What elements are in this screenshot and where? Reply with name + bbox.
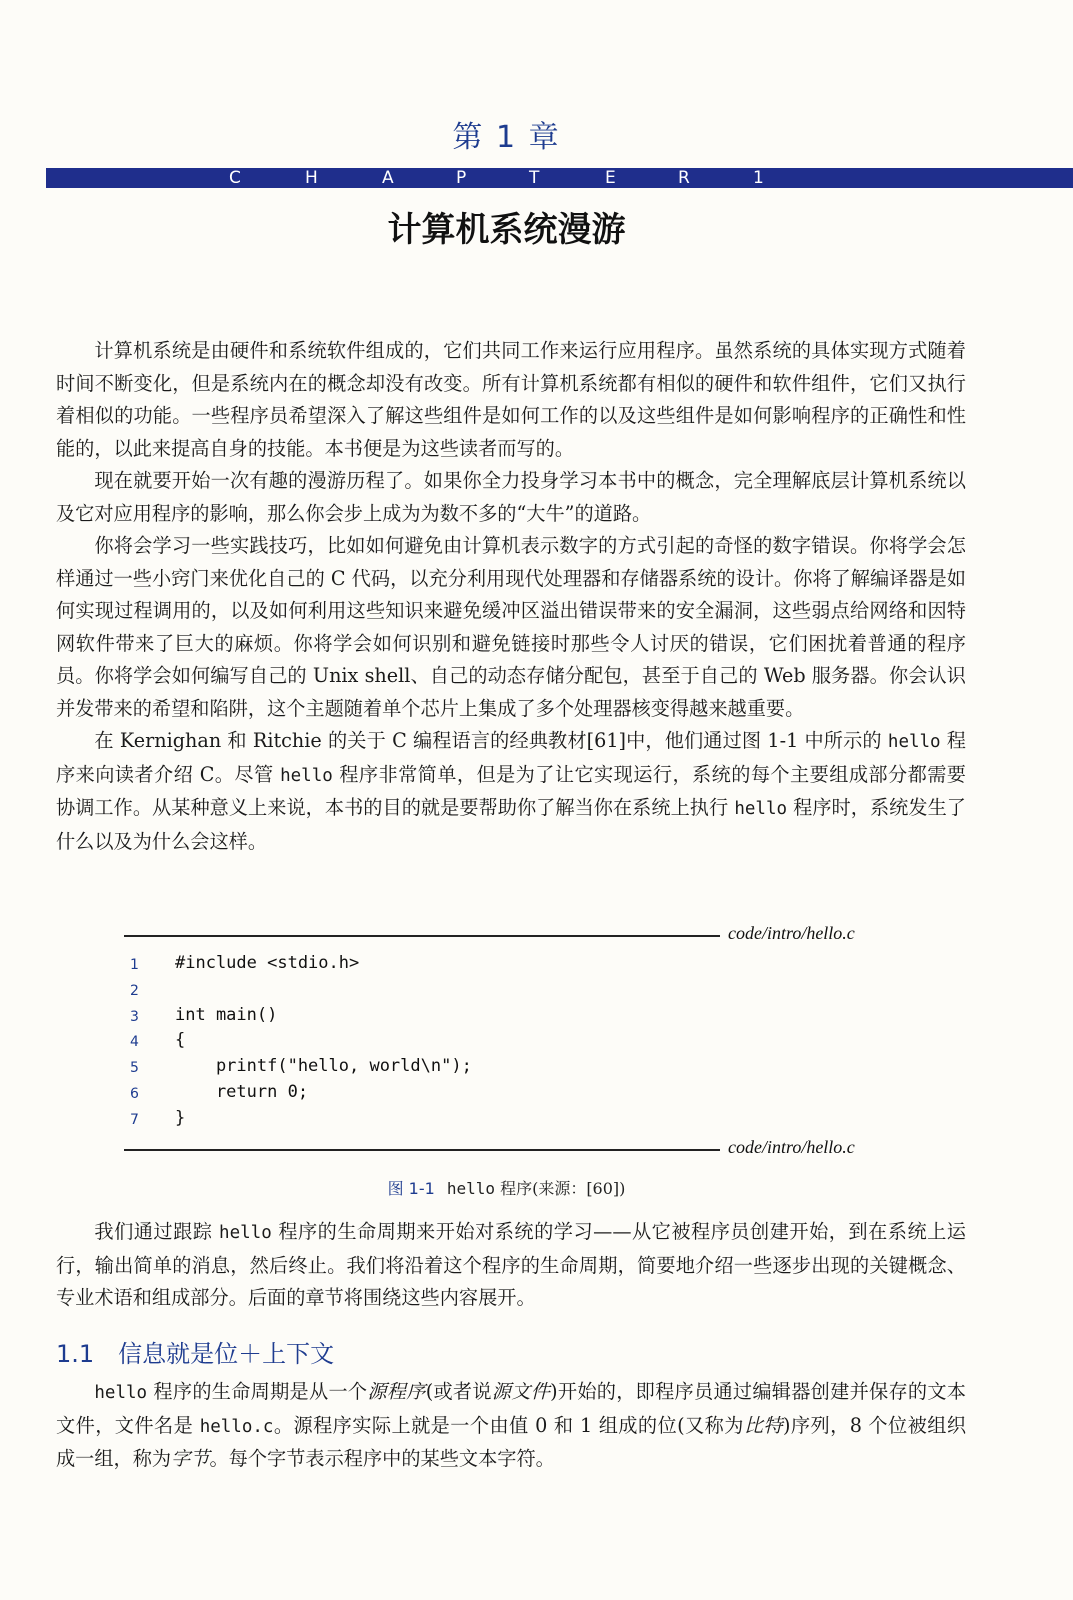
text-run: 。源程序实际上就是一个由值 0 和 1 组成的位(又称为	[273, 1413, 744, 1437]
key-term: 比特	[743, 1413, 784, 1437]
code-line	[130, 1054, 730, 1080]
code-text: {	[175, 1030, 186, 1051]
code-term: hello	[887, 732, 941, 752]
text-run: (或者说	[425, 1380, 492, 1403]
text-run: 程序来向读者介绍 C。尽管	[56, 729, 966, 786]
code-line	[130, 977, 730, 1003]
paragraph: 计算机系统是由硬件和系统软件组成的，它们共同工作来运行应用程序。虽然系统的具体实现方式随着时间不断变化，但是系统内在的概念却没有改变。所有计算机系统都有相似的硬件和软件组件，它们又执行着相似的功能。一些程序员希望深入了解这些组件是如何工作的以及这些组件是如何影响程序的正确性和性能的，以此来提高自身的技能。本书便是为这些读者而写的。	[56, 339, 966, 460]
band-letter: H	[305, 168, 318, 188]
paragraph: 你将会学习一些实践技巧，比如如何避免由计算机表示数字的方式引起的奇怪的数字错误。你将学会怎样通过一些小窍门来优化自己的 C 代码，以充分利用现代处理器和存储器系统的设计。你将了解编译器是如何实现过程调用的，以及如何利用这些知识来避免缓冲区溢出错误带来的安全漏洞，这些弱点给网络和因特网软件带来了巨大的麻烦。你将学会如何识别和避免链接时那些令人讨厌的错误，它们困扰着普通的程序员。你将学会如何编写自己的 Unix shell、自己的动态存储分配包，甚至于自己的 Web 服务器。你会认识并发带来的希望和陷阱，这个主题随着单个芯片上集成了多个处理器核变得越来越重要。	[56, 534, 966, 720]
text-run: 程序的生命周期是从一个	[147, 1380, 368, 1403]
text-run: 。每个字节表示程序中的某些文本字符。	[209, 1447, 555, 1470]
text-run: 在 Kernighan 和 Ritchie 的关于 C 编程语言的经典教材[61]中，他们通过图 1-1 中所示的	[94, 729, 888, 752]
section-text	[56, 1376, 966, 1476]
figure-label: 图 1-1	[387, 1179, 435, 1198]
code-line	[130, 1003, 730, 1029]
code-line	[130, 951, 730, 977]
text-run: )开始的，即程序员通过编辑器创建并保存的文本文件，文件名是	[56, 1380, 966, 1437]
code-term: hello	[280, 765, 333, 786]
band-letter: C	[229, 168, 241, 188]
code-line	[130, 1080, 730, 1106]
line-number: 2	[130, 982, 139, 999]
line-number: 3	[130, 1008, 139, 1025]
band-letter: T	[529, 168, 540, 188]
section-number: 1.1	[56, 1340, 95, 1368]
text-run: 我们通过跟踪	[94, 1220, 220, 1243]
line-number: 5	[130, 1060, 139, 1077]
code-term: hello	[219, 1223, 272, 1243]
text-run: 程序时，系统发生了什么以及为什么会这样。	[56, 796, 966, 853]
code-line	[130, 1028, 730, 1054]
band-letter: R	[678, 168, 690, 188]
code-text: #include <stdio.h>	[175, 953, 360, 973]
code-rule-top	[124, 935, 720, 937]
code-file-ref-bottom: code/intro/hello.c	[728, 1137, 855, 1157]
code-term: hello.c	[199, 1416, 274, 1437]
band-letter: E	[605, 168, 616, 188]
line-number: 7	[130, 1111, 139, 1128]
intro-text	[56, 335, 966, 858]
line-number: 6	[130, 1085, 139, 1102]
band-letter: 1	[753, 168, 764, 188]
text-run: 程序非常简单，但是为了让它实现运行，系统的每个主要组成部分都需要协调工作。从某种意义上来说，本书的目的就是要帮助你了解当你在系统上执行	[56, 762, 966, 819]
key-term: 源程序	[367, 1380, 426, 1403]
code-file-ref-top: code/intro/hello.c	[728, 923, 855, 943]
section-heading	[56, 1334, 334, 1369]
code-line	[130, 1106, 730, 1132]
paragraph	[56, 725, 966, 858]
key-term: 源文件	[491, 1380, 551, 1403]
paragraph	[56, 1376, 966, 1476]
band-letter: A	[382, 168, 394, 188]
paragraph: 现在就要开始一次有趣的漫游历程了。如果你全力投身学习本书中的概念，完全理解底层计算机系统以及它对应用程序的影响，那么你会步上成为为数不多的“大牛”的道路。	[56, 469, 966, 525]
code-text: int main()	[175, 1004, 278, 1025]
code-listing	[130, 951, 730, 1132]
figure-caption	[0, 1176, 1013, 1199]
section-title: 信息就是位＋上下文	[118, 1340, 335, 1368]
band-letter: P	[456, 168, 467, 188]
text-run: 程序的生命周期来开始对系统的学习——从它被程序员创建开始，到在系统上运行，输出简单的消息，然后终止。我们将沿着这个程序的生命周期，简要地介绍一些逐步出现的关键概念、专业术语和组成部分。后面的章节将围绕这些内容展开。	[56, 1220, 966, 1309]
text-run: )序列，8 个位被组织成一组，称为	[56, 1413, 967, 1470]
chapter-title: 计算机系统漫游	[387, 210, 626, 250]
key-term: 字节	[171, 1447, 210, 1470]
code-text: printf("hello, world\n");	[175, 1056, 472, 1077]
line-number: 4	[130, 1034, 139, 1051]
code-text: }	[175, 1107, 186, 1128]
code-term: hello	[446, 1179, 495, 1198]
code-text: return 0;	[175, 1081, 309, 1102]
body-text	[56, 1216, 966, 1315]
paragraph	[56, 1216, 966, 1315]
chapter-band	[46, 168, 1073, 188]
chapter-number: 第 1 章	[452, 120, 561, 155]
line-number: 1	[130, 957, 139, 973]
code-rule-bottom	[124, 1149, 720, 1151]
figure-name: 程序(来源：[60])	[494, 1179, 626, 1198]
code-term: hello	[94, 1383, 148, 1403]
code-term: hello	[734, 799, 788, 819]
